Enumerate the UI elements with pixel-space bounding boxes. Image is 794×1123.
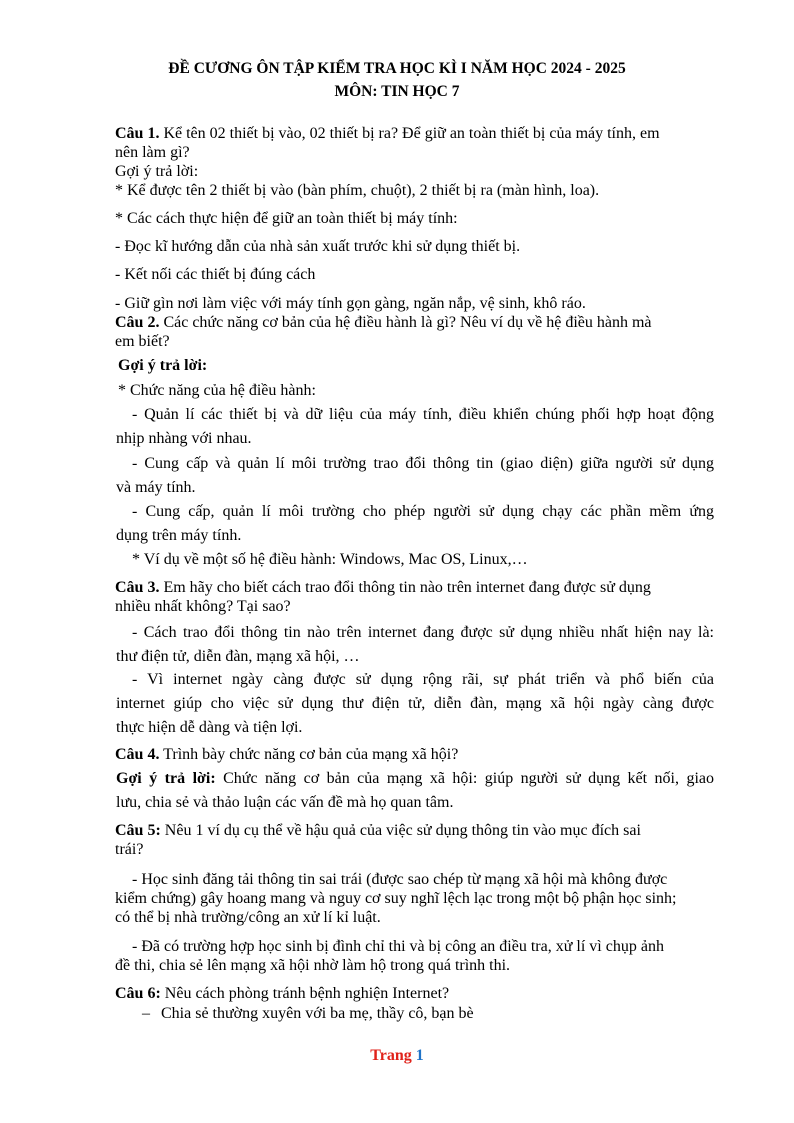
answer-line: - Cung cấp và quản lí môi trường trao đổi thông tin (giao diện) giữa người sử dụng [132,455,714,472]
answer-line: * Các cách thực hiện để giữ an toàn thiết bị máy tính: [115,210,458,227]
question-text: Nêu cách phòng tránh bệnh nghiện Internet? [160,985,450,1002]
page-number [0,1047,794,1065]
question-label: Câu 1. [115,125,160,142]
question-5-cont: trái? [115,841,144,858]
answer-line: đề thi, chia sẻ lên mạng xã hội nhờ làm hộ trong quá trình thi. [115,957,511,974]
list-item: Chia sẻ thường xuyên với ba mẹ, thầy cô, bạn bè [161,1005,474,1022]
question-text: Các chức năng cơ bản của hệ điều hành là gì? Nêu ví dụ về hệ điều hành mà [159,314,652,331]
page-label: Trang [370,1047,416,1064]
answer-line: - Cung cấp, quản lí môi trường cho phép người sử dụng chạy các phần mềm ứng [132,503,714,520]
answer-line: - Đã có trường hợp học sinh bị đình chỉ thi và bị công an điều tra, xử lí vì chụp ảnh [132,938,664,955]
question-6 [115,984,449,1003]
answer-line: - Kết nối các thiết bị đúng cách [115,266,316,283]
question-text: Nêu 1 ví dụ cụ thể về hậu quả của việc sử dụng thông tin vào mục đích sai [160,822,641,839]
question-4 [115,745,458,764]
answer-line: * Kể được tên 2 thiết bị vào (bàn phím, chuột), 2 thiết bị ra (màn hình, loa). [115,182,600,199]
answer-line: * Ví dụ về một số hệ điều hành: Windows, Mac OS, Linux,… [132,551,528,568]
answer-line: nhịp nhàng với nhau. [116,430,252,447]
question-label: Câu 5: [115,822,161,839]
answer-line: thư điện tử, diễn đàn, mạng xã hội, … [116,648,360,665]
answer-line: có thể bị nhà trường/công an xử lí kỉ luật. [115,909,381,926]
question-label: Câu 4. [115,746,160,763]
hint-label: Gợi ý trả lời: [118,357,208,374]
answer-line: thực hiện dễ dàng và tiện lợi. [116,719,303,736]
question-1-cont: nên làm gì? [115,144,190,161]
list-bullet: – [142,1005,150,1022]
page-number-value: 1 [415,1047,424,1064]
answer-line: - Vì internet ngày càng được sử dụng rộng rãi, sự phát triển và phổ biến của [132,671,714,688]
answer-line: và máy tính. [116,479,196,496]
question-text: Kể tên 02 thiết bị vào, 02 thiết bị ra? Để giữ an toàn thiết bị của máy tính, em [159,125,660,142]
answer-line: - Đọc kĩ hướng dẫn của nhà sản xuất trước khi sử dụng thiết bị. [115,238,521,255]
question-text: Em hãy cho biết cách trao đổi thông tin nào trên internet đang được sử dụng [159,579,651,596]
answer-line: lưu, chia sẻ và thảo luận các vấn đề mà họ quan tâm. [116,794,454,811]
answer-text: Chức năng cơ bản của mạng xã hội: giúp người sử dụng kết nối, giao [215,770,714,787]
doc-subject: MÔN: TIN HỌC 7 [334,83,460,100]
question-3 [115,578,651,597]
question-label: Câu 3. [115,579,160,596]
question-label: Câu 2. [115,314,160,331]
question-5 [115,821,641,840]
answer-line: internet giúp cho việc sử dụng thư điện tử, diễn đàn, mạng xã hội ngày càng được [116,695,714,712]
question-2 [115,313,652,332]
answer-line: kiểm chứng) gây hoang mang và nguy cơ suy nghĩ lệch lạc trong một bộ phận học sinh; [115,890,677,907]
question-label: Câu 6: [115,985,161,1002]
question-3-cont: nhiều nhất không? Tại sao? [115,598,291,615]
question-1 [115,124,660,143]
answer-line [116,769,714,788]
doc-title: ĐỀ CƯƠNG ÔN TẬP KIỂM TRA HỌC KÌ I NĂM HỌC 2024 - 2025 [168,60,626,77]
hint-label: Gợi ý trả lời: [115,163,199,180]
hint-label: Gợi ý trả lời: [116,770,216,787]
question-2-cont: em biết? [115,333,170,350]
answer-line: - Quản lí các thiết bị và dữ liệu của máy tính, điều khiển chúng phối hợp hoạt động [132,406,714,423]
answer-line: - Cách trao đổi thông tin nào trên internet đang được sử dụng nhiều nhất hiện nay là: [132,624,714,641]
answer-line: * Chức năng của hệ điều hành: [118,382,316,399]
answer-line: - Học sinh đăng tải thông tin sai trái (được sao chép từ mạng xã hội mà không được [132,871,668,888]
question-text: Trình bày chức năng cơ bản của mạng xã hội? [159,746,459,763]
answer-line: - Giữ gìn nơi làm việc với máy tính gọn gàng, ngăn nắp, vệ sinh, khô ráo. [115,295,586,312]
answer-line: dụng trên máy tính. [116,527,242,544]
